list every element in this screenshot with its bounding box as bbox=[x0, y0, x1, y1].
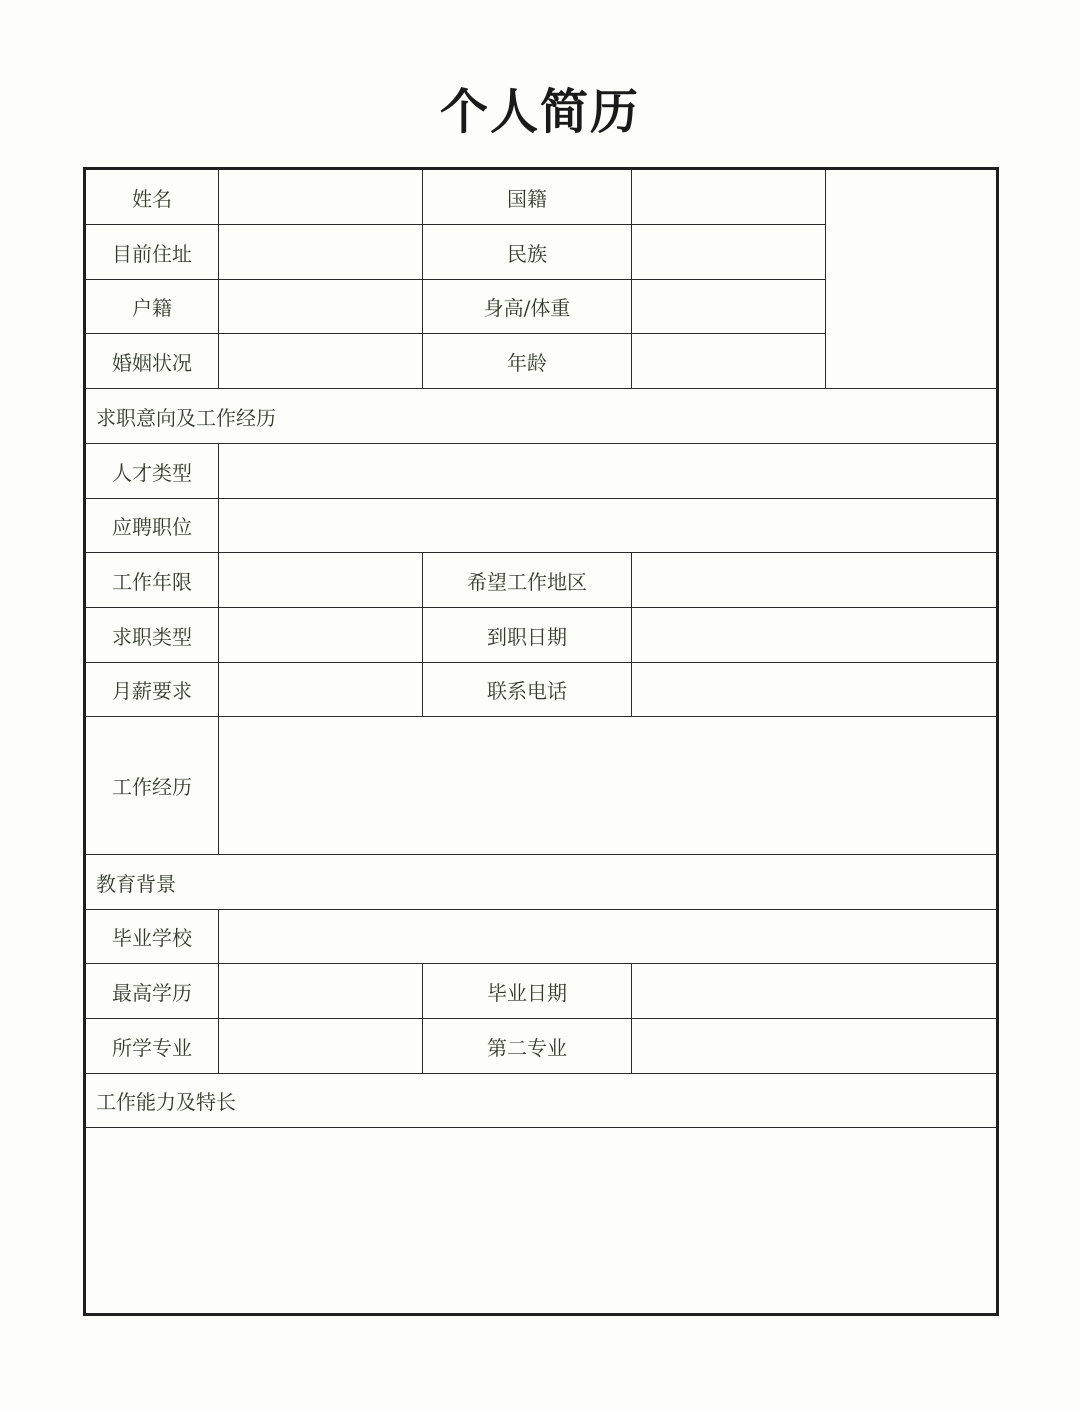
hukou-label: 户籍 bbox=[86, 280, 219, 334]
major-field[interactable] bbox=[219, 1019, 423, 1074]
address-label: 目前住址 bbox=[86, 225, 219, 280]
experience-label: 工作经历 bbox=[86, 717, 219, 855]
address-field[interactable] bbox=[219, 225, 423, 280]
education-section-header: 教育背景 bbox=[86, 855, 996, 910]
salary-label: 月薪要求 bbox=[86, 663, 219, 717]
height-weight-field[interactable] bbox=[632, 280, 826, 334]
nationality-label: 国籍 bbox=[423, 170, 632, 225]
page-title: 个人简历 bbox=[439, 84, 640, 140]
talent-type-label: 人才类型 bbox=[86, 444, 219, 499]
marital-label: 婚姻状况 bbox=[86, 334, 219, 389]
marital-field[interactable] bbox=[219, 334, 423, 389]
start-date-field[interactable] bbox=[632, 608, 996, 663]
age-field[interactable] bbox=[632, 334, 826, 389]
start-date-label: 到职日期 bbox=[423, 608, 632, 663]
phone-label: 联系电话 bbox=[423, 663, 632, 717]
desired-region-label: 希望工作地区 bbox=[423, 553, 632, 608]
hukou-field[interactable] bbox=[219, 280, 423, 334]
work-years-field[interactable] bbox=[219, 553, 423, 608]
second-major-label: 第二专业 bbox=[423, 1019, 632, 1074]
second-major-field[interactable] bbox=[632, 1019, 996, 1074]
ethnicity-field[interactable] bbox=[632, 225, 826, 280]
resume-form bbox=[83, 167, 999, 1316]
position-field[interactable] bbox=[219, 499, 996, 553]
nationality-field[interactable] bbox=[632, 170, 826, 225]
school-field[interactable] bbox=[219, 910, 996, 964]
skills-field[interactable] bbox=[86, 1128, 996, 1313]
school-label: 毕业学校 bbox=[86, 910, 219, 964]
job-section-header: 求职意向及工作经历 bbox=[86, 389, 996, 444]
salary-field[interactable] bbox=[219, 663, 423, 717]
grad-date-label: 毕业日期 bbox=[423, 964, 632, 1019]
desired-region-field[interactable] bbox=[632, 553, 996, 608]
grad-date-field[interactable] bbox=[632, 964, 996, 1019]
degree-field[interactable] bbox=[219, 964, 423, 1019]
work-years-label: 工作年限 bbox=[86, 553, 219, 608]
phone-field[interactable] bbox=[632, 663, 996, 717]
job-type-field[interactable] bbox=[219, 608, 423, 663]
height-weight-label: 身高/体重 bbox=[423, 280, 632, 334]
age-label: 年龄 bbox=[423, 334, 632, 389]
position-label: 应聘职位 bbox=[86, 499, 219, 553]
name-label: 姓名 bbox=[86, 170, 219, 225]
job-type-label: 求职类型 bbox=[86, 608, 219, 663]
degree-label: 最高学历 bbox=[86, 964, 219, 1019]
ethnicity-label: 民族 bbox=[423, 225, 632, 280]
experience-field[interactable] bbox=[219, 717, 996, 855]
talent-type-field[interactable] bbox=[219, 444, 996, 499]
name-field[interactable] bbox=[219, 170, 423, 225]
photo-area[interactable] bbox=[826, 170, 996, 389]
skills-section-header: 工作能力及特长 bbox=[86, 1074, 996, 1128]
major-label: 所学专业 bbox=[86, 1019, 219, 1074]
